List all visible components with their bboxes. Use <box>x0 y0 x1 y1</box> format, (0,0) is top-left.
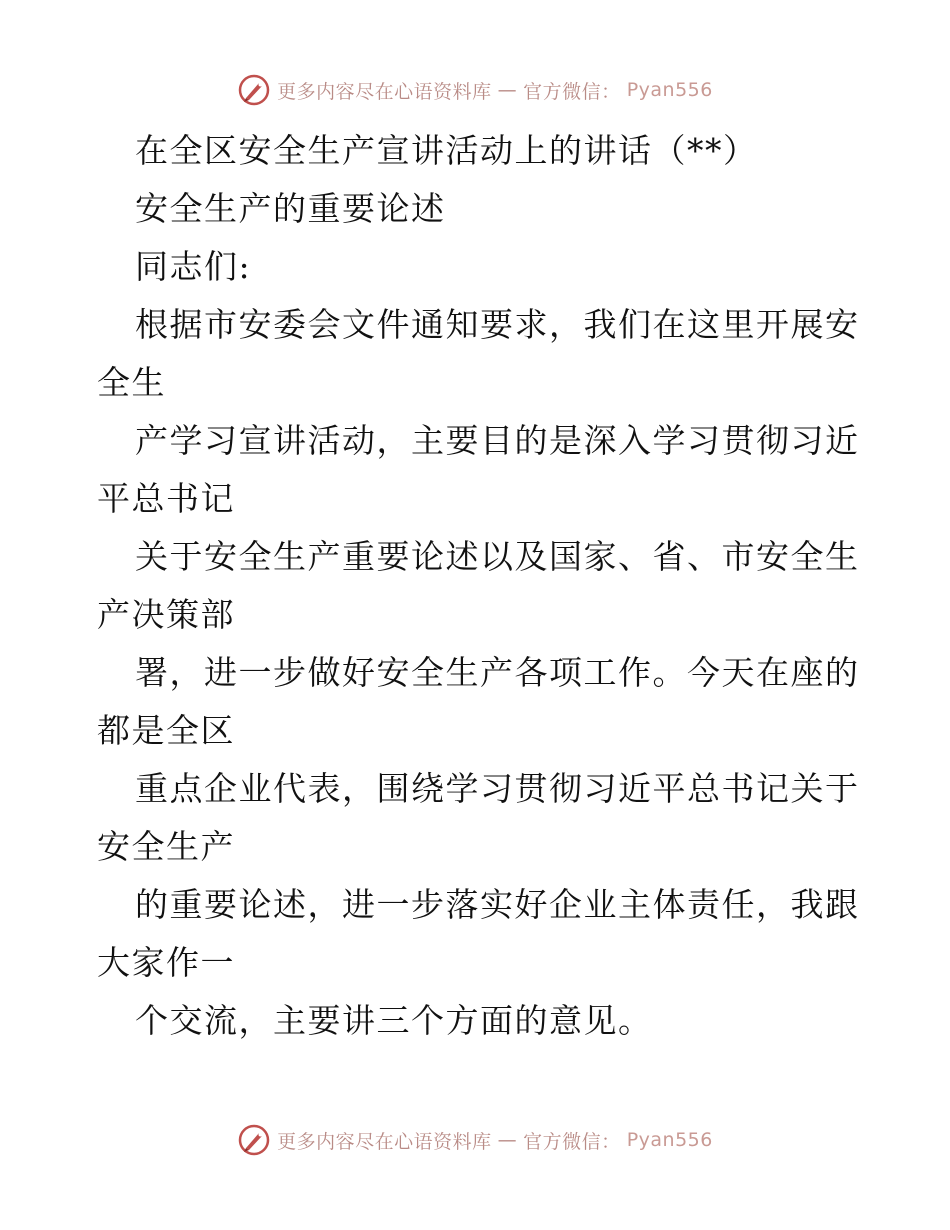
footer-watermark <box>0 1120 950 1160</box>
pen-logo-icon <box>237 73 271 107</box>
watermark-separator: — <box>497 1129 518 1151</box>
body-line: 根据市安委会文件通知要求，我们在这里开展安 <box>135 305 860 344</box>
watermark-text: 更多内容尽在心语资料库 <box>277 80 492 103</box>
body-line: 产学习宣讲活动，主要目的是深入学习贯彻习近 <box>135 421 860 460</box>
watermark-separator: — <box>497 79 518 101</box>
body-line: 个交流，主要讲三个方面的意见。 <box>135 1001 653 1040</box>
body-line: 的重要论述，进一步落实好企业主体责任，我跟 <box>135 885 860 924</box>
watermark-label: 官方微信： <box>523 80 621 103</box>
watermark-label: 官方微信： <box>523 1130 621 1153</box>
body-line: 重点企业代表，围绕学习贯彻习近平总书记关于 <box>135 769 860 808</box>
body-line: 关于安全生产重要论述以及国家、省、市安全生 <box>135 537 860 576</box>
document-subtitle: 安全生产的重要论述 <box>135 189 446 228</box>
greeting: 同志们: <box>135 247 252 286</box>
document-title: 在全区安全生产宣讲活动上的讲话（**） <box>135 131 758 170</box>
body-line: 都是全区 <box>97 711 235 750</box>
watermark-wechat-id: Pyan556 <box>626 79 713 101</box>
watermark-wechat-id: Pyan556 <box>626 1129 713 1151</box>
header-watermark <box>0 70 950 110</box>
body-line: 全生 <box>97 363 166 402</box>
body-line: 平总书记 <box>97 479 235 518</box>
watermark-text: 更多内容尽在心语资料库 <box>277 1130 492 1153</box>
pen-logo-icon <box>237 1123 271 1157</box>
body-line: 署，进一步做好安全生产各项工作。今天在座的 <box>135 653 860 692</box>
document-body <box>97 122 860 1050</box>
body-line: 产决策部 <box>97 595 235 634</box>
body-line: 大家作一 <box>97 943 235 982</box>
body-line: 安全生产 <box>97 827 235 866</box>
